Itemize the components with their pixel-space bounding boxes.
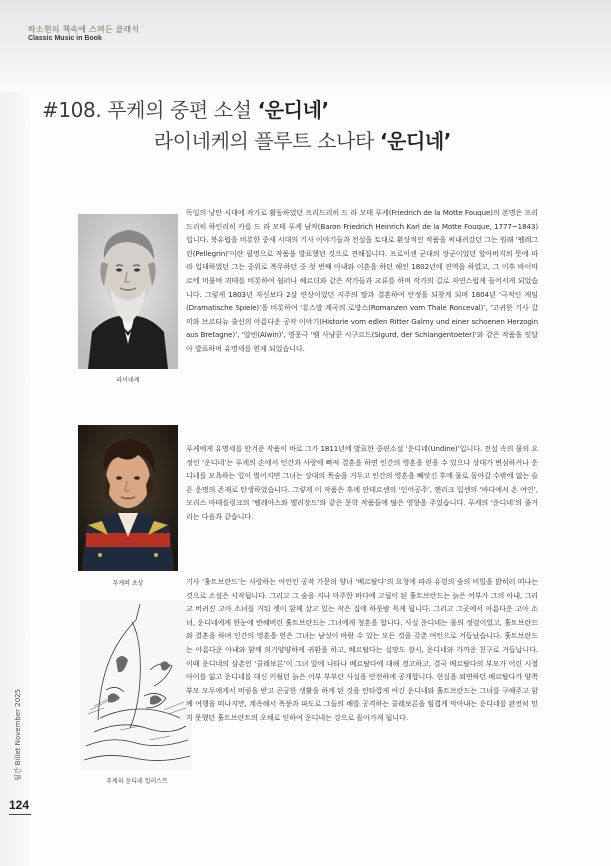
series-title-en: Classic Music in Book: [28, 35, 102, 42]
article-title-line1: [42, 94, 329, 123]
magazine-issue-label: [8, 680, 22, 800]
paragraph-3: 기사 ‘훌트브란드’는 사랑하는 여인인 공작 가문의 양녀 ‘베르탈다’의 요청에 따라 유령의 숲의 비밀을 밝히러 떠나는 것으로 소설은 시작됩니다. 그리고 그 숲을 지나 마주한 바다에 고립이 된 훌트브란드는 늙은 어부가 그의 아내, 그리고 버려진 고아 소녀를 거둬 셋이 함께 살고 있는 작은 집에 하룻밤 묵게 됩니다. 그리고 그곳에서 아름다운 고아 소녀, 운디네에게 한눈에 반해버린 훌트브란드는 그녀에게 청혼을 합니다. 사실 운디네는 물의 정령이었고, 훌트브란드와 결혼을 하며 인간의 영혼을 얻은 그녀는 남성이 바람 수 있는 모든 것을 갖춘 여인으로 거듭났습니다. 훌트브란드는 아름다운 아내와 함께 의기양양하게 귀환을 하고, 베르탈다는 실망도 잠시, 운디네와 가까운 친구로 거듭납니다. 이때 운디네의 삼촌인 ‘쿨레보른’이 그녀 앞에 나타나 베르탈다에 대해 경고하고, 결국 베르탈다의 부모가 어린 시절 아이를 잃고 운디네를 대신 키웠던 늙은 어부 부부란 사실을 안전하에 공개합니다. 현실을 외면하던 베르탈다가 양쪽 부모 모두에게서 버림을 받고 곤궁한 생활을 하게 된 것을 안타깝게 여긴 운디네와 훌트브란드는 그녀를 구해주고 함께 여행을 떠나지만, 계속해서 폭풍과 파도로 그들의 배를 공격하는 쿨레보른을 힘겹게 막아내는 운디네를 완전히 믿지 못했던 훌트브란트의 오해로 인하여 운디네는 강으로 돌아가게 됩니다.: [186, 577, 538, 722]
caption-reinecke: 라이네케: [116, 377, 140, 384]
title-line2-prefix: 라이네케의 플루트 소나타: [153, 129, 380, 153]
title-line2-strong: ‘운디네’: [379, 129, 451, 153]
magazine-issue-text: 월간 Billet November 2025: [14, 688, 22, 782]
title-line1-prefix: #108. 푸케의 중편 소설: [42, 98, 258, 122]
portrait-reinecke-icon: [78, 214, 178, 369]
paragraph-1: 독일의 낭만 시대에 작가로 활동하였던 프리드리히 드 라 모테 푸케(Friedrich de la Motte Fouque)의 본명은 프리드리히 하인리히 카를 드 라 모테 푸케 남작(Baron Friedrich Heinrich Karl de la Motte Fouque, 1777~1843)입니다. 북유럽을 비롯한 중세 시대의 기사 이야기들과 전설을 토대로 환상적인 작품을 써내려갔던 그는 원래 ‘펠레그린(Pellegrin)’이란 필명으로 작품을 발표했던 것으로 전해집니다. 프로이센 군대의 장군이었던 할아버지의 뜻에 따라 입대하였던 그는 중위로 복무하던 중 첫 번째 아내와 이혼을 하던 해인 1802년에 전역을 하였고, 그 이후 바이마르에 머물며 괴테를 비롯하여 쉴러나 헤르더와 같은 작가들과 교류를 하며 작가의 길로 자연스럽게 들어서게 되었습니다. 그렇게 1803년 자신보다 2살 연상이었던 지주의 딸과 결혼하여 안정을 되찾게 되며 1804년 ‘극적인 게임(Dramatische Spiele)’을 비롯하여 ‘롱스발 계곡의 로망스(Romanzen vom Thale Ronceval)’, ‘고귀한 기사 갈미와 브르타뉴 출신의 아름다운 공작 이야기(Historie vom edlen Ritter Galmy und einer schoenen Herzogin aus Bretagne)’, ‘알빈(Alwin)’, 영웅극 ‘뱀 사냥꾼 시구르드(Sigurd, der Schlangentoeter)’와 같은 작품을 잇달아 발표하며 유명세를 얻게 되었습니다.: [186, 208, 538, 353]
paragraph-2: 푸케에게 유명세를 안겨준 작품이 바로 그가 1811년에 발표한 중편소설 ‘운디네(Undine)’입니다. 전설 속의 물의 요정인 ‘운디네’는 푸케의 손에서 인간과 사랑에 빠져 결혼을 하면 인간의 영혼을 얻을 수 있으나 상대가 변심하거나 운디네를 모욕하는 일이 벌어지면 그녀는 상대의 목숨을 거두고 인간의 영혼을 빼앗긴 후에 물로 돌아갈 수밖에 없는 슬픈 운명의 존재로 탄생하였습니다. 그렇게 이 작품은 후에 안데르센의 ‘인어공주’, 헨리크 입센의 ‘바다에서 온 여인’, 모리스 마테를링크의 ‘펠레아스와 멜리장드’와 같은 문학 작품들에 많은 영향을 주었습니다. 푸케의 ‘운디네’의 줄거리는 다음과 같습니다.: [186, 444, 538, 521]
page-number: 124: [9, 798, 30, 812]
article-title-line2: [154, 125, 451, 154]
caption-fouque: 푸케의 초상: [112, 580, 144, 587]
series-title-ko: 박소현의 책속에 스며든 클래식: [28, 25, 140, 34]
caption-undine-illustration: 푸케의 운디네 일러스트: [106, 778, 168, 785]
undine-illustration-icon: [80, 600, 192, 770]
portrait-fouque-icon: [78, 425, 178, 571]
header-band: [0, 0, 611, 92]
title-line1-strong: ‘운디네’: [257, 98, 329, 122]
page-number-rule: [9, 814, 31, 815]
